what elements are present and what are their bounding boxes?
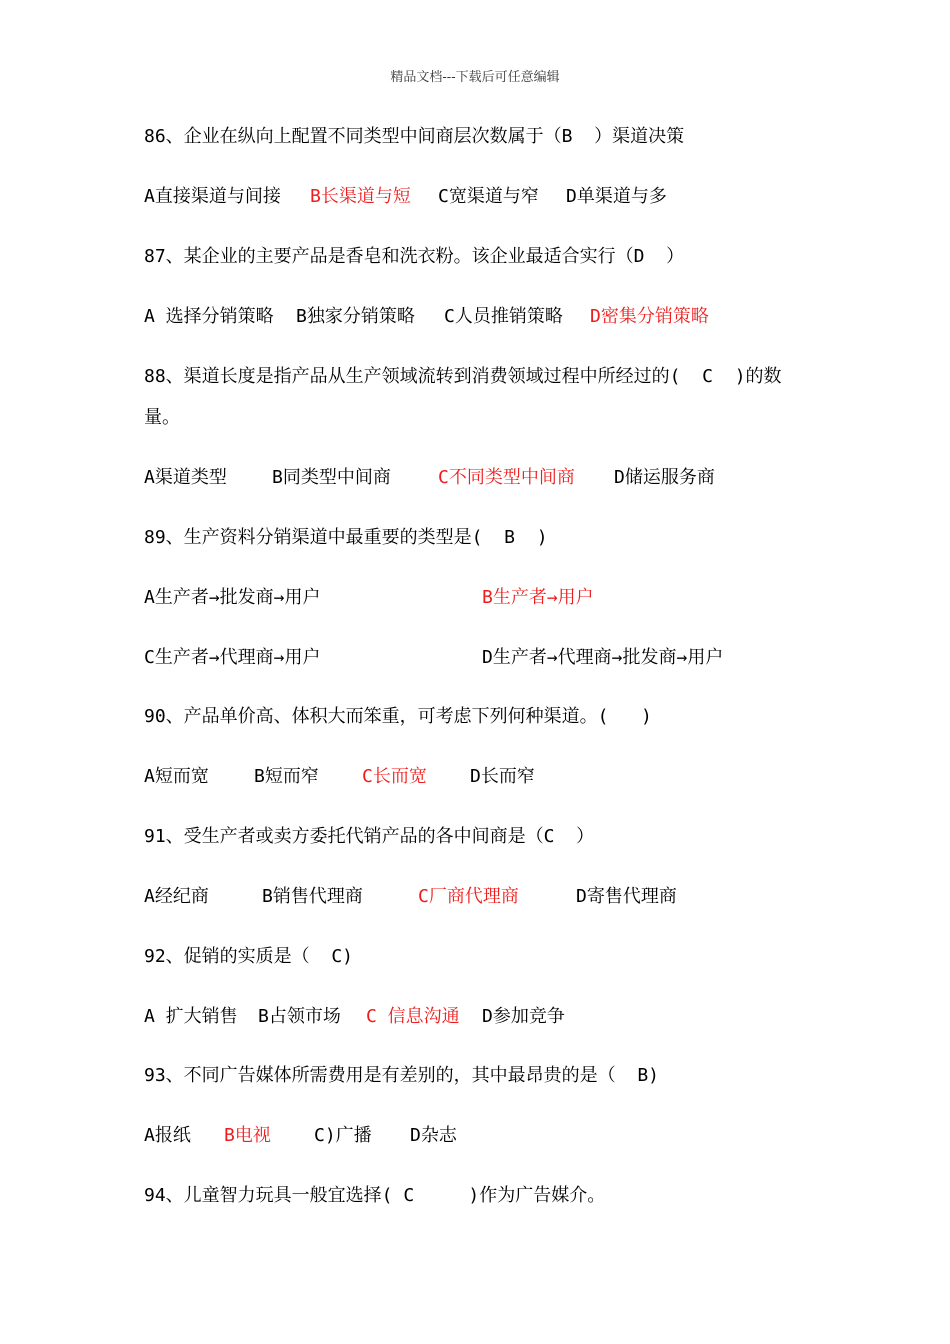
q86-option-d: D单渠道与多: [566, 186, 667, 207]
q90-option-a: A短而宽: [144, 766, 209, 787]
q89-option-d: D生产者→代理商→批发商→用户: [482, 647, 724, 668]
q92-option-c-answer: C 信息沟通: [366, 1006, 460, 1027]
q91-option-d: D寄售代理商: [576, 886, 677, 907]
question-92: 92、促销的实质是（ C): [144, 946, 354, 967]
q90-option-b: B短而窄: [254, 766, 319, 787]
q86-option-a: A直接渠道与间接: [144, 186, 281, 207]
q86-option-c: C宽渠道与窄: [438, 186, 539, 207]
question-91: 91、受生产者或卖方委托代销产品的各中间商是（C ）: [144, 826, 595, 847]
q86-option-b-answer: B长渠道与短: [310, 186, 411, 207]
q91-option-a: A经纪商: [144, 886, 209, 907]
q88-option-b: B同类型中间商: [272, 467, 391, 488]
q88-option-c-answer: C不同类型中间商: [438, 467, 575, 488]
q92-option-a: A 扩大销售: [144, 1006, 238, 1027]
q93-option-a: A报纸: [144, 1125, 191, 1146]
q92-option-b: B占领市场: [258, 1006, 341, 1027]
question-90: 90、产品单价高、体积大而笨重，可考虑下列何种渠道。( ): [144, 706, 652, 727]
question-94: 94、儿童智力玩具一般宜选择( C )作为广告媒介。: [144, 1185, 606, 1206]
q93-option-d: D杂志: [410, 1125, 457, 1146]
q89-option-b-answer: B生产者→用户: [482, 587, 594, 608]
q93-option-b-answer: B电视: [224, 1125, 271, 1146]
q92-option-d: D参加竞争: [482, 1006, 565, 1027]
page-header: 精品文档---下载后可任意编辑: [390, 70, 560, 85]
q91-option-c-answer: C厂商代理商: [418, 886, 519, 907]
q88-option-a: A渠道类型: [144, 467, 227, 488]
q87-option-d-answer: D密集分销策略: [590, 306, 709, 327]
q88-option-d: D储运服务商: [614, 467, 715, 488]
question-93: 93、不同广告媒体所需费用是有差别的，其中最昂贵的是（ B): [144, 1065, 660, 1086]
q90-option-c-answer: C长而宽: [362, 766, 427, 787]
q93-option-c: C)广播: [314, 1125, 372, 1146]
q87-option-c: C人员推销策略: [444, 306, 563, 327]
q87-option-a: A 选择分销策略: [144, 306, 274, 327]
q90-option-d: D长而窄: [470, 766, 535, 787]
question-86: 86、企业在纵向上配置不同类型中间商层次数属于（B ）渠道决策: [144, 126, 685, 147]
question-88-line-1: 88、渠道长度是指产品从生产领域流转到消费领域过程中所经过的( C )的数: [144, 366, 782, 387]
q89-option-c: C生产者→代理商→用户: [144, 647, 321, 668]
question-89: 89、生产资料分销渠道中最重要的类型是( B ): [144, 527, 548, 548]
question-87: 87、某企业的主要产品是香皂和洗衣粉。该企业最适合实行（D ）: [144, 246, 685, 267]
question-88-line-2: 量。: [144, 407, 180, 428]
q91-option-b: B销售代理商: [262, 886, 363, 907]
q87-option-b: B独家分销策略: [296, 306, 415, 327]
q89-option-a: A生产者→批发商→用户: [144, 587, 321, 608]
